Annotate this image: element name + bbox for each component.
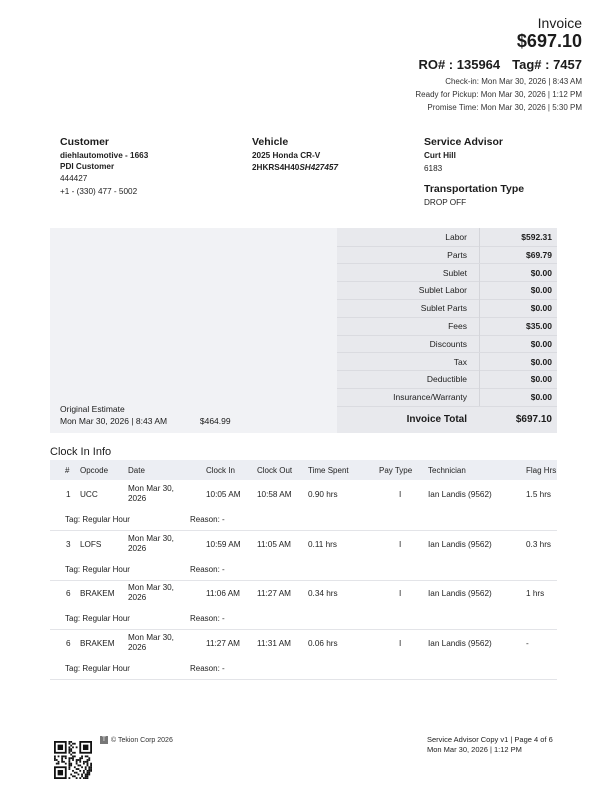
row-date-line-1: Mon Mar 30, bbox=[128, 583, 174, 592]
row-opcode: BRAKEM bbox=[80, 638, 115, 648]
col-flag-hrs: Flag Hrs bbox=[526, 466, 557, 475]
col-opcode: Opcode bbox=[80, 466, 109, 475]
row-technician: Ian Landis (9562) bbox=[428, 638, 492, 648]
totals-row-value: $0.00 bbox=[530, 267, 552, 278]
totals-row bbox=[337, 299, 557, 318]
row-time-spent: 0.06 hrs bbox=[308, 638, 338, 648]
totals-row bbox=[337, 388, 557, 407]
invoice-total-row bbox=[337, 408, 557, 433]
row-pay-type: I bbox=[399, 490, 402, 499]
row-date-line-2: 2026 bbox=[128, 494, 147, 503]
row-date-line-1: Mon Mar 30, bbox=[128, 484, 174, 493]
row-technician: Ian Landis (9562) bbox=[428, 539, 492, 549]
row-num: 1 bbox=[66, 490, 71, 499]
row-pay-type: I bbox=[399, 539, 402, 549]
totals-row-value: $0.00 bbox=[530, 356, 552, 367]
row-tag bbox=[65, 565, 130, 574]
ready-for-pickup-time: Ready for Pickup: Mon Mar 30, 2026 | 1:12 PM bbox=[415, 90, 582, 99]
col-clock-in: Clock In bbox=[206, 466, 235, 475]
row-clock-in: 10:05 AM bbox=[206, 490, 241, 499]
tag-number: Tag# : 7457 bbox=[512, 57, 582, 72]
clock-table-header bbox=[50, 460, 557, 480]
row-tag bbox=[65, 515, 130, 524]
row-reason-label: Reason: bbox=[190, 663, 220, 673]
ro-tag-line bbox=[418, 57, 582, 72]
copyright-text: © Tekion Corp 2026 bbox=[111, 736, 173, 744]
row-clock-in: 11:27 AM bbox=[206, 638, 240, 648]
row-tag-label: Tag: bbox=[65, 614, 81, 623]
row-reason-value: - bbox=[222, 515, 225, 524]
totals-row-label: Discounts bbox=[429, 338, 467, 349]
promise-time: Promise Time: Mon Mar 30, 2026 | 5:30 PM bbox=[427, 103, 582, 112]
row-opcode: UCC bbox=[80, 490, 98, 499]
vehicle-model: 2025 Honda CR-V bbox=[252, 151, 321, 160]
row-clock-out: 11:31 AM bbox=[257, 638, 291, 648]
invoice-total: $697.10 bbox=[516, 31, 582, 51]
totals-row-divider bbox=[479, 370, 480, 388]
row-num: 6 bbox=[66, 589, 71, 598]
row-reason-value: - bbox=[222, 614, 225, 623]
totals-row-divider bbox=[479, 335, 480, 353]
totals-row bbox=[337, 370, 557, 389]
clock-in-title: Clock In Info bbox=[50, 446, 112, 458]
row-date-line-2: 2026 bbox=[128, 642, 147, 652]
totals-row bbox=[337, 246, 557, 265]
totals-row-value: $0.00 bbox=[530, 374, 552, 385]
row-reason-label: Reason: bbox=[190, 614, 220, 623]
totals-row-label: Sublet Parts bbox=[420, 303, 467, 314]
col-clock-out: Clock Out bbox=[257, 466, 293, 475]
customer-heading: Customer bbox=[60, 136, 110, 148]
invoice-total-label: Invoice Total bbox=[406, 414, 467, 425]
row-reason-label: Reason: bbox=[190, 515, 220, 524]
original-estimate-label: Original Estimate bbox=[60, 404, 125, 414]
row-date bbox=[128, 633, 174, 653]
totals-row bbox=[337, 353, 557, 372]
row-technician: Ian Landis (9562) bbox=[428, 589, 492, 598]
footer-brand bbox=[100, 736, 173, 744]
invoice-title: Invoice bbox=[537, 15, 582, 31]
row-clock-out: 11:05 AM bbox=[257, 539, 291, 549]
row-reason bbox=[190, 614, 225, 623]
totals-row-divider bbox=[479, 281, 480, 299]
totals-row-divider bbox=[479, 246, 480, 264]
row-time-spent: 0.90 hrs bbox=[308, 490, 338, 499]
row-tag bbox=[65, 614, 130, 623]
totals-row-divider bbox=[479, 317, 480, 335]
advisor-name: Curt Hill bbox=[424, 151, 456, 160]
vehicle-heading: Vehicle bbox=[252, 136, 289, 148]
table-row bbox=[50, 481, 557, 531]
transportation-value: DROP OFF bbox=[424, 198, 467, 207]
totals-row-divider bbox=[479, 299, 480, 317]
row-num: 3 bbox=[66, 539, 71, 549]
totals-row bbox=[337, 317, 557, 336]
totals-row-value: $0.00 bbox=[530, 392, 552, 403]
totals-row-label: Sublet bbox=[442, 267, 467, 278]
col-num: # bbox=[65, 466, 70, 475]
row-clock-out: 10:58 AM bbox=[257, 490, 292, 499]
totals-row-value: $0.00 bbox=[530, 303, 552, 314]
totals-row bbox=[337, 281, 557, 300]
totals-row-label: Insurance/Warranty bbox=[393, 392, 467, 403]
row-reason-value: - bbox=[222, 564, 225, 574]
col-technician: Technician bbox=[428, 466, 466, 475]
table-row bbox=[50, 630, 557, 680]
row-num: 6 bbox=[66, 638, 71, 648]
totals-row-divider bbox=[479, 228, 480, 246]
customer-phone: +1 - (330) 477 - 5002 bbox=[60, 187, 138, 196]
tekion-logo-icon: T bbox=[100, 736, 108, 744]
vin-start: 2HKRS4H40 bbox=[252, 163, 300, 172]
row-flag-hrs: 1.5 hrs bbox=[526, 490, 552, 499]
original-estimate-date: Mon Mar 30, 2026 | 8:43 AM bbox=[60, 416, 168, 426]
advisor-id: 6183 bbox=[424, 164, 443, 173]
totals-row-value: $69.79 bbox=[526, 249, 552, 260]
qr-code bbox=[54, 741, 92, 779]
col-pay-type: Pay Type bbox=[379, 466, 413, 475]
row-flag-hrs: 1 hrs bbox=[526, 589, 545, 598]
customer-line-1: diehlautomotive - 1663 bbox=[60, 151, 149, 160]
totals-row-label: Sublet Labor bbox=[418, 285, 467, 296]
row-reason-value: - bbox=[222, 663, 225, 673]
totals-row-label: Tax bbox=[453, 356, 467, 367]
col-date: Date bbox=[128, 466, 145, 475]
printed-date: Mon Mar 30, 2026 | 1:12 PM bbox=[427, 745, 522, 754]
row-time-spent: 0.11 hrs bbox=[308, 539, 337, 549]
totals-row bbox=[337, 335, 557, 354]
totals-row-divider bbox=[479, 388, 480, 406]
totals-row-value: $35.00 bbox=[526, 321, 552, 331]
row-date bbox=[128, 583, 174, 603]
advisor-heading: Service Advisor bbox=[424, 136, 503, 148]
row-technician: Ian Landis (9562) bbox=[428, 490, 492, 499]
row-tag-label: Tag: bbox=[65, 515, 81, 524]
row-clock-out: 11:27 AM bbox=[257, 589, 291, 598]
row-tag-label: Tag: bbox=[65, 564, 81, 574]
invoice-total-value: $697.10 bbox=[515, 414, 552, 425]
row-opcode: BRAKEM bbox=[80, 589, 115, 598]
row-tag-value: Regular Hour bbox=[82, 663, 130, 673]
row-clock-in: 10:59 AM bbox=[206, 539, 241, 549]
vin-end: SH427457 bbox=[299, 163, 339, 172]
row-date bbox=[128, 534, 174, 554]
totals-row-divider bbox=[479, 353, 480, 371]
totals-row-divider bbox=[479, 264, 480, 282]
totals-row-label: Fees bbox=[448, 321, 467, 331]
totals-row-label: Deductible bbox=[426, 374, 467, 385]
customer-line-2: PDI Customer bbox=[60, 162, 115, 171]
totals-row-value: $0.00 bbox=[530, 338, 552, 349]
row-tag-label: Tag: bbox=[65, 663, 81, 673]
copy-page-label: Service Advisor Copy v1 | Page 4 of 6 bbox=[427, 735, 553, 744]
row-tag-value: Regular Hour bbox=[82, 515, 130, 524]
col-time-spent: Time Spent bbox=[308, 466, 349, 475]
original-estimate bbox=[60, 404, 231, 426]
ro-number: RO# : 135964 bbox=[418, 57, 501, 72]
row-pay-type: I bbox=[399, 589, 402, 598]
totals-row bbox=[337, 228, 557, 247]
vehicle-vin bbox=[252, 162, 338, 174]
row-tag-value: Regular Hour bbox=[82, 614, 130, 623]
check-in-time: Check-in: Mon Mar 30, 2026 | 8:43 AM bbox=[445, 77, 582, 86]
row-flag-hrs: 0.3 hrs bbox=[526, 539, 552, 549]
totals-row-label: Labor bbox=[445, 232, 467, 242]
row-date-line-1: Mon Mar 30, bbox=[128, 533, 174, 543]
original-estimate-value: $464.99 bbox=[199, 416, 231, 426]
row-reason bbox=[190, 515, 225, 524]
customer-line-3: 444427 bbox=[60, 174, 88, 183]
transportation-heading: Transportation Type bbox=[424, 183, 525, 195]
totals-row-value: $592.31 bbox=[521, 232, 552, 242]
row-date-line-2: 2026 bbox=[128, 593, 147, 602]
row-opcode: LOFS bbox=[80, 539, 102, 549]
row-flag-hrs: - bbox=[526, 638, 529, 648]
row-reason bbox=[190, 664, 225, 673]
row-time-spent: 0.34 hrs bbox=[308, 589, 338, 598]
table-row bbox=[50, 531, 557, 581]
row-pay-type: I bbox=[399, 638, 402, 648]
row-reason bbox=[190, 565, 225, 574]
totals-row bbox=[337, 264, 557, 283]
row-tag-value: Regular Hour bbox=[82, 564, 130, 574]
row-tag bbox=[65, 664, 130, 673]
row-reason-label: Reason: bbox=[190, 564, 220, 574]
row-date-line-1: Mon Mar 30, bbox=[128, 632, 174, 642]
row-date bbox=[128, 484, 174, 504]
row-clock-in: 11:06 AM bbox=[206, 589, 240, 598]
row-date-line-2: 2026 bbox=[128, 543, 147, 553]
table-row bbox=[50, 580, 557, 630]
totals-row-label: Parts bbox=[447, 249, 467, 260]
totals-row-value: $0.00 bbox=[530, 285, 552, 296]
